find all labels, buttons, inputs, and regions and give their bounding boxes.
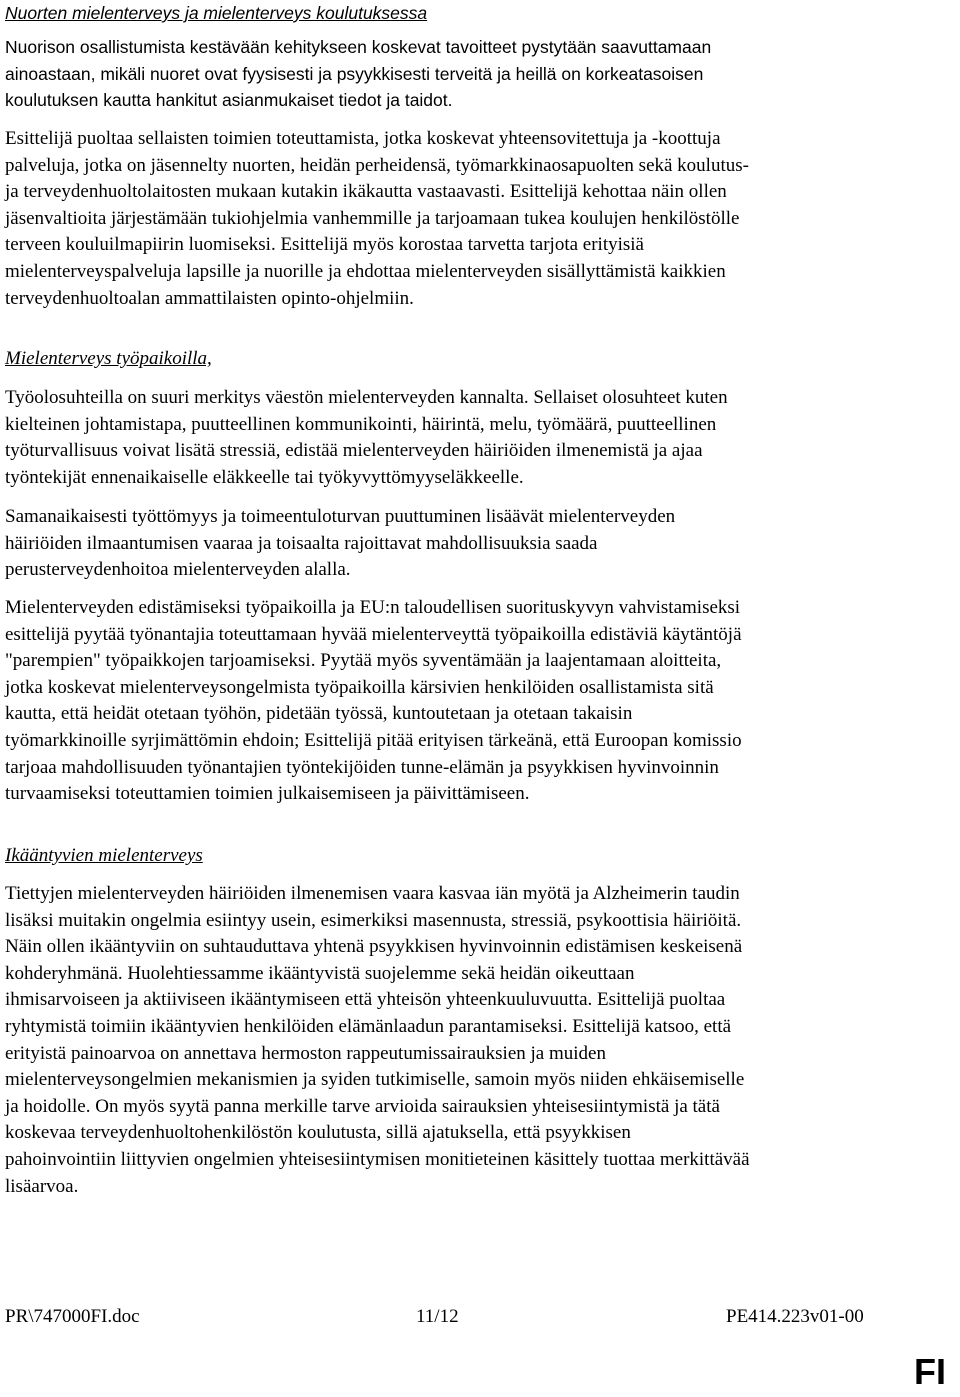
page-footer xyxy=(0,1304,960,1330)
text-line: lisäksi muitakin ongelmia esiintyy usein, esimerkiksi masennusta, stressiä, psykoottisia häiriöitä. xyxy=(5,909,742,931)
text-line: Nuorison osallistumista kestävään kehitykseen koskevat tavoitteet pystytään saavuttamaan xyxy=(5,37,712,57)
text-line: jäsenvaltioita järjestämään tukiohjelmia vanhemmille ja tarjoamaan tukea koulujen henkilöstölle xyxy=(5,207,740,229)
paragraph xyxy=(5,126,950,312)
section-heading-elderly: Ikääntyvien mielenterveys xyxy=(5,845,203,866)
text-line: pahoinvointiin liittyvien ongelmien yhteisesiintymisen monitieteinen käsittely tuottaa merkittävää xyxy=(5,1148,750,1170)
text-line: ryhtymistä toimiin ikääntyvien henkilöiden elämänlaadun parantamiseksi. Esittelijä katsoo, että xyxy=(5,1015,732,1037)
text-line: Tiettyjen mielenterveyden häiriöiden ilmenemisen vaara kasvaa iän myötä ja Alzheimerin taudin xyxy=(5,883,740,904)
text-line: terveen kouluilmapiirin luomiseksi. Esittelijä myös korostaa tarvetta tarjota erityisiä xyxy=(5,234,644,256)
language-code: FI xyxy=(914,1351,946,1392)
text-line: koskevaa terveydenhuoltohenkilöstön koulutusta, sillä ajatuksella, että psyykkisen xyxy=(5,1122,631,1144)
text-line: turvaamiseksi toteuttamien toimien julkaisemiseen ja päivittämiseen. xyxy=(5,783,530,805)
text-line: "parempien" työpaikkojen tarjoamiseksi. Pyytää myös syventämään ja laajentamaan aloitteita, xyxy=(5,650,722,672)
text-line: kautta, että heidät otetaan työhön, pidetään työssä, kuntoutetaan ja otetaan takaisin xyxy=(5,703,633,725)
text-line: työntekijät ennenaikaiselle eläkkeelle tai työkyvyttömyyseläkkeelle. xyxy=(5,466,524,488)
text-line: koulutuksen kautta hankitut asianmukaiset tiedot ja taidot. xyxy=(5,90,453,111)
text-line: ainoastaan, mikäli nuoret ovat fyysisesti ja psyykkisesti terveitä ja heillä on korkeatasoisen xyxy=(5,63,704,84)
text-line: häiriöiden ilmaantumisen vaaraa ja toisaalta rajoittavat mahdollisuuksia saada xyxy=(5,532,598,554)
paragraph xyxy=(5,595,950,808)
text-line: lisäarvoa. xyxy=(5,1175,79,1197)
text-line: perusterveydenhoitoa mielenterveyden alalla. xyxy=(5,559,351,581)
text-line: erityistä painoarvoa on annettava hermoston rappeutumissairauksien ja muiden xyxy=(5,1042,606,1064)
text-line: kielteinen johtamistapa, puutteellinen kommunikointi, häirintä, melu, työmäärä, puutteellinen xyxy=(5,413,717,435)
paragraph xyxy=(5,881,950,1200)
text-line: työturvallisuus voivat lisätä stressiä, edistää mielenterveyden häiriöiden ilmenemistä ja ajaa xyxy=(5,440,703,462)
paragraph xyxy=(5,385,950,491)
text-line: ihmisarvoiseen ja aktiiviseen ikääntymiseen että yhteisön yhteenkuuluvuutta. Esittelijä puoltaa xyxy=(5,989,726,1011)
text-line: kohderyhmänä. Huolehtiessamme ikääntyvistä suojelemme sekä heidän oikeuttaan xyxy=(5,962,635,984)
text-line: Mielenterveyden edistämiseksi työpaikoilla ja EU:n taloudellisen suorituskyvyn vahvistamiseksi xyxy=(5,597,741,618)
text-line: Samanaikaisesti työttömyys ja toimeentuloturvan puuttuminen lisäävät mielenterveyden xyxy=(5,506,676,527)
text-line: mielenterveysongelmien mekanismien ja syiden tutkimiselle, samoin myös niiden ehkäisemiselle xyxy=(5,1069,745,1091)
paragraph xyxy=(5,34,950,114)
text-line: Työolosuhteilla on suuri merkitys väestön mielenterveyden kannalta. Sellaiset olosuhteet kuten xyxy=(5,387,728,408)
paragraph xyxy=(5,504,950,584)
text-line: palveluja, jotka on jäsennelty nuorten, heidän perheidensä, työmarkkinaosapuolten sekä koulutus- xyxy=(5,154,749,176)
text-line: Esittelijä puoltaa sellaisten toimien toteuttamista, jotka koskevat yhteensovitettuja ja -koottuja xyxy=(5,128,721,149)
text-line: Näin ollen ikääntyviin on suhtauduttava yhtenä psyykkisen hyvinvoinnin edistämisen keskeisenä xyxy=(5,936,743,958)
text-line: ja terveydenhuoltolaitosten mukaan kutakin ikäkautta vastaavasti. Esittelijä kehottaa näin ollen xyxy=(5,181,727,203)
text-line: työmarkkinoille syrjimättömin ehdoin; Esittelijä pitää erityisen tärkeänä, että Euroopan komissio xyxy=(5,729,742,751)
text-line: esittelijä pyytää työnantajia toteuttamaan hyvää mielenterveyttä työpaikoilla edistäviä käytäntöjä xyxy=(5,623,742,645)
text-line: jotka koskevat mielenterveysongelmista työpaikoilla kärsivien henkilöiden osallistamista sitä xyxy=(5,676,714,698)
section-heading-workplace: Mielenterveys työpaikoilla, xyxy=(5,348,212,369)
document-reference: PR\747000FI.doc xyxy=(5,1306,140,1327)
text-line: ja hoidolle. On myös syytä panna merkille tarve arvioida sairauksien yhteisesiintymistä ja tätä xyxy=(5,1095,720,1117)
text-line: tarjoaa mahdollisuuden työnantajien työntekijöiden tunne-elämän ja psyykkisen hyvinvoinnin xyxy=(5,756,719,778)
text-line: mielenterveyspalveluja lapsille ja nuorille ja ehdottaa mielenterveyden sisällyttämistä kaikkien xyxy=(5,260,726,282)
pe-reference: PE414.223v01-00 xyxy=(726,1306,864,1327)
page-number: 11/12 xyxy=(416,1306,459,1327)
text-line: terveydenhuoltoalan ammattilaisten opinto-ohjelmiin. xyxy=(5,287,414,309)
section-heading-youth: Nuorten mielenterveys ja mielenterveys koulutuksessa xyxy=(5,3,428,23)
